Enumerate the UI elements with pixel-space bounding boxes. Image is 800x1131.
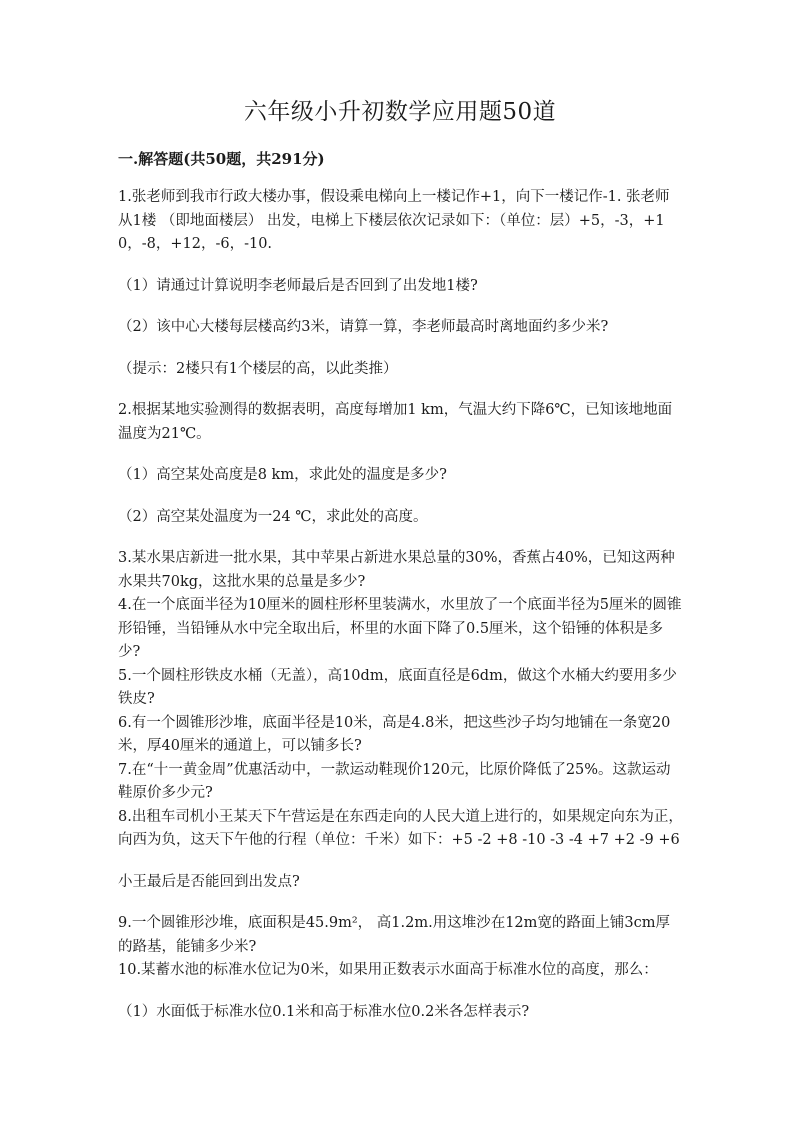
section-heading: 一.解答题(共50题，共291分) bbox=[118, 150, 325, 168]
question-7: 7.在“十一黄金周”优惠活动中，一款运动鞋现价120元，比原价降低了25%。这款运动鞋原价多少元? bbox=[118, 761, 671, 801]
question-2-part-1: （1）高空某处高度是8 km，求此处的温度是多少? bbox=[118, 467, 447, 483]
question-list bbox=[118, 186, 683, 1024]
question-1-part-1: （1）请通过计算说明李老师最后是否回到了出发地1楼? bbox=[118, 277, 478, 294]
question-3: 3.某水果店新进一批水果，其中苹果占新进水果总量的30%，香蕉占40%，已知这两种水果共70kg，这批水果的总量是多少? bbox=[118, 550, 675, 590]
question-6: 6.有一个圆锥形沙堆，底面半径是10米，高是4.8米，把这些沙子均匀地铺在一条宽20米，厚40厘米的通道上，可以铺多长? bbox=[118, 714, 671, 754]
question-5: 5.一个圆柱形铁皮水桶（无盖），高10dm，底面直径是6dm，做这个水桶大约要用多少铁皮? bbox=[118, 667, 677, 707]
question-4: 4.在一个底面半径为10厘米的圆柱形杯里装满水，水里放了一个底面半径为5厘米的圆锥形铅锤，当铅锤从水中完全取出后，杯里的水面下降了0.5厘米，这个铅锤的体积是多少? bbox=[118, 597, 682, 660]
question-1: 1.张老师到我市行政大楼办事，假设乘电梯向上一楼记作+1，向下一楼记作-1. 张老师从1楼 （即地面楼层） 出发，电梯上下楼层依次记录如下：（单位：层）+5，-3，+10，-8，+12，-6，-10. bbox=[118, 189, 670, 252]
question-1-hint: （提示：2楼只有1个楼层的高，以此类推） bbox=[118, 360, 398, 377]
question-2: 2.根据某地实验测得的数据表明，高度每增加1 km，气温大约下降6℃，已知该地地面温度为21℃。 bbox=[118, 402, 673, 442]
question-10-part-1: （1）水面低于标准水位0.1米和高于标准水位0.2米各怎样表示? bbox=[118, 1003, 530, 1020]
question-8: 8.出租车司机小王某天下午营运是在东西走向的人民大道上进行的，如果规定向东为正，向西为负，这天下午他的行程（单位：千米）如下：+5 -2 +8 -10 -3 -4 +7 +2 -9 +6 bbox=[118, 808, 683, 848]
question-8-part: 小王最后是否能回到出发点? bbox=[118, 873, 300, 890]
document-title: 六年级小升初数学应用题50道 bbox=[243, 99, 557, 125]
question-2-part-2: （2）高空某处温度为一24 ℃，求此处的高度。 bbox=[118, 508, 428, 525]
question-10: 10.某蓄水池的标准水位记为0米，如果用正数表示水面高于标准水位的高度，那么： bbox=[118, 962, 658, 978]
question-9: 9.一个圆锥形沙堆，底面积是45.9m²， 高1.2m.用这堆沙在12m宽的路面上铺3cm厚的路基，能铺多少米? bbox=[118, 915, 671, 955]
question-1-part-2: （2）该中心大楼每层楼高约3米，请算一算，李老师最高时离地面约多少米? bbox=[118, 319, 609, 335]
